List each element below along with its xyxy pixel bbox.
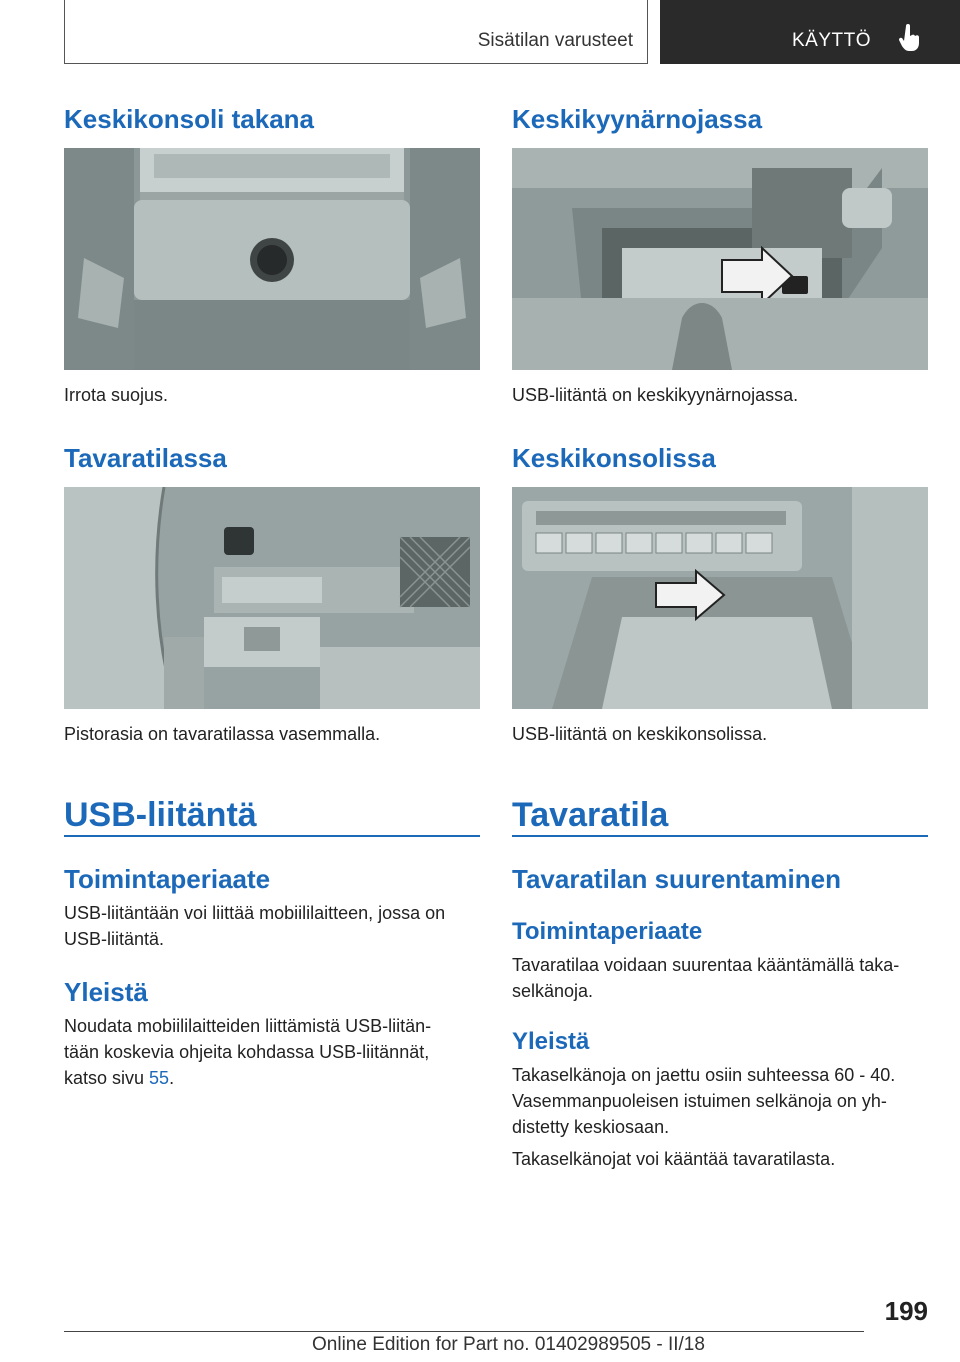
usb-general-title: Yleistä xyxy=(64,977,148,1007)
rear-console-caption: Irrota suojus. xyxy=(64,385,169,405)
header-section-tab xyxy=(64,0,648,64)
cargo-general-text-2: Takaselkänojat voi kääntää tavaratilasta. xyxy=(512,1149,836,1169)
rear-console-title: Keskikonsoli takana xyxy=(64,104,314,134)
usb-principle-title: Toimintaperiaate xyxy=(64,864,271,894)
center-console-title: Keskikonsolissa xyxy=(512,443,716,473)
cargo-general-text: Takaselkänoja on jaettu osiin suhteessa 60 - 40. Vasemmanpuoleisen istuimen selkänoja on yh- distetty keskiosaan. xyxy=(512,1065,896,1137)
center-console-image xyxy=(512,487,928,709)
header-chapter-title: KÄYTTÖ xyxy=(792,30,872,51)
cargo-image xyxy=(64,487,480,709)
header-section-title: Sisätilan varusteet xyxy=(477,30,633,51)
page-number: 199 xyxy=(884,1296,928,1326)
edition-note: Online Edition for Part no. 01402989505 - II/18 xyxy=(312,1334,705,1355)
cargo-principle-text: Tavaratilaa voidaan suurentaa kääntämällä taka- selkänoja. xyxy=(512,955,900,1001)
armrest-caption: USB-liitäntä on keskikyynärnojassa. xyxy=(512,385,799,405)
header-chapter-tab xyxy=(660,0,960,64)
cargo-caption: Pistorasia on tavaratilassa vasemmalla. xyxy=(64,724,381,744)
usb-section-title: USB-liitäntä xyxy=(64,796,257,834)
usb-section-rule xyxy=(64,835,480,837)
usb-general-text: Noudata mobiililaitteiden liittämistä USB-liitän- tään koskevia ohjeita kohdassa USB-liitännät, katso sivu 55. xyxy=(64,1016,432,1088)
cargo-area-section-rule xyxy=(512,835,928,837)
armrest-image xyxy=(512,148,928,370)
cargo-general-title: Yleistä xyxy=(512,1028,590,1055)
footer-rule xyxy=(64,1331,864,1332)
page-55-link[interactable]: 55 xyxy=(149,1068,170,1088)
rear-console-image xyxy=(64,148,480,370)
armrest-title: Keskikyynärnojassa xyxy=(512,104,763,134)
cargo-enlarge-title: Tavaratilan suurentaminen xyxy=(512,864,841,894)
cargo-area-section-title: Tavaratila xyxy=(512,796,669,834)
pointing-hand-icon xyxy=(898,24,922,52)
usb-principle-text: USB-liitäntään voi liittää mobiililaitteen, jossa on USB-liitäntä. xyxy=(64,903,446,949)
cargo-title: Tavaratilassa xyxy=(64,443,227,473)
center-console-caption: USB-liitäntä on keskikonsolissa. xyxy=(512,724,768,744)
cargo-principle-title: Toimintaperiaate xyxy=(512,918,703,945)
